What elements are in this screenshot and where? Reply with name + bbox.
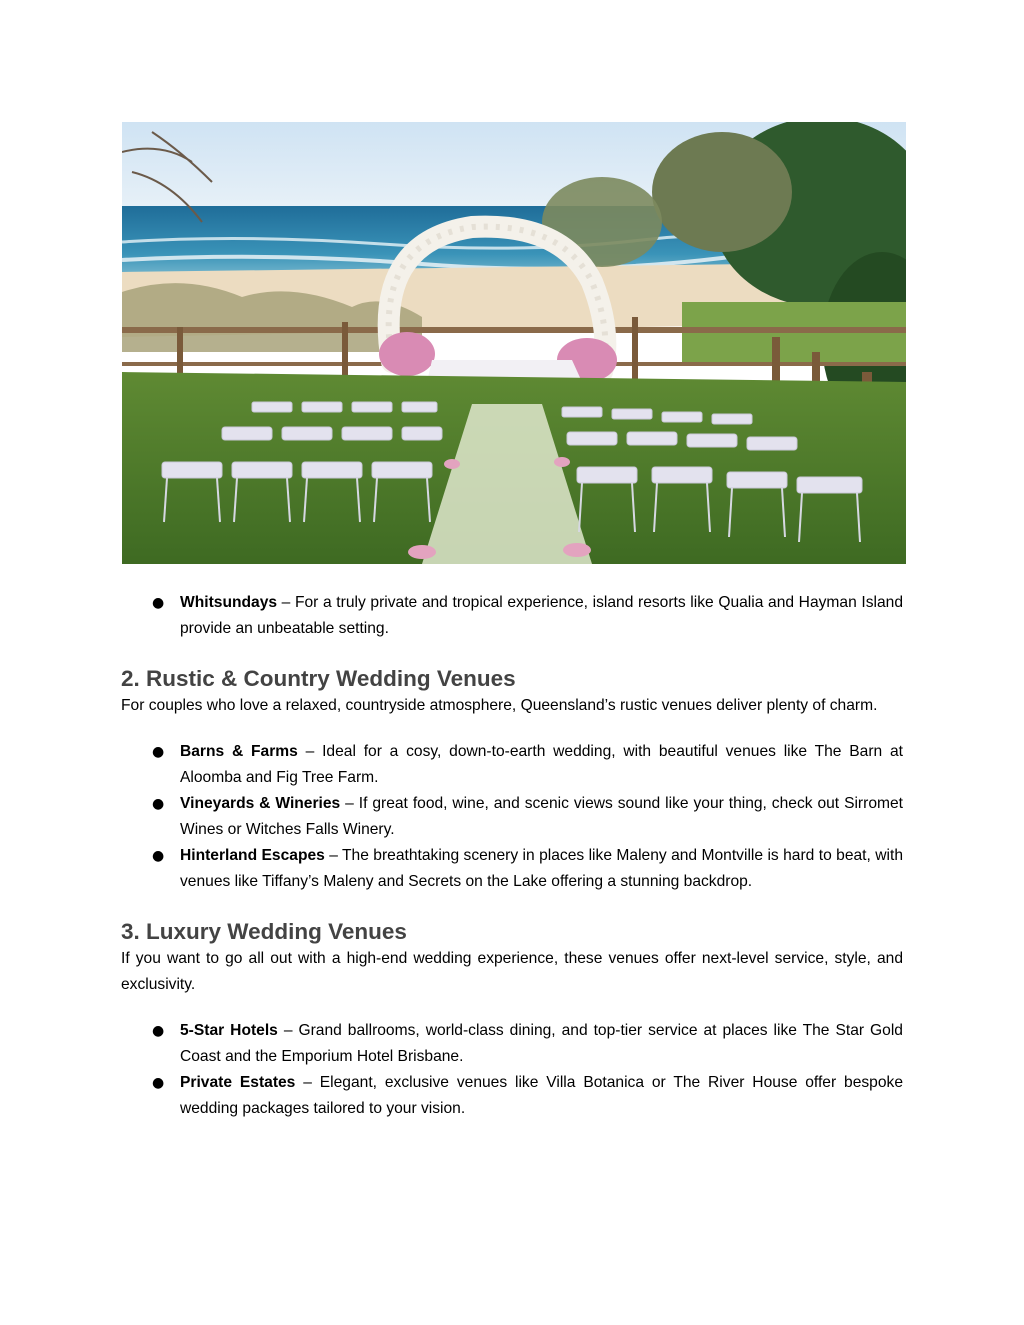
list-item-term: Private Estates	[180, 1074, 296, 1091]
list-item	[121, 843, 903, 895]
bullet-list-top	[121, 590, 903, 642]
section-heading-luxury: 3. Luxury Wedding Venues	[121, 919, 407, 944]
list-item-text: – The breathtaking scenery in places like Maleny and Montville is hard to beat, with venues like Tiffany’s Maleny and Secrets on the Lake offering a stunning backdrop.	[180, 847, 903, 890]
wedding-ceremony-photo	[122, 122, 906, 564]
list-item	[121, 1070, 903, 1122]
section-intro-rustic: For couples who love a relaxed, countryside atmosphere, Queensland’s rustic venues deliver plenty of charm.	[121, 697, 878, 714]
list-item-term: Hinterland Escapes	[180, 847, 325, 864]
list-item	[121, 1018, 903, 1070]
list-item-term: Barns & Farms	[180, 743, 298, 760]
section-intro-luxury: If you want to go all out with a high-end wedding experience, these venues offer next-level service, style, and exclusivity.	[121, 950, 903, 993]
list-item	[121, 791, 903, 843]
list-item-text: – Elegant, exclusive venues like Villa Botanica or The River House offer bespoke wedding packages tailored to your vision.	[180, 1074, 903, 1117]
list-item-term: Vineyards & Wineries	[180, 795, 341, 812]
list-item-term: Whitsundays	[180, 594, 278, 611]
list-item-term: 5-Star Hotels	[180, 1022, 278, 1039]
document-body	[121, 590, 903, 1122]
list-item	[121, 739, 903, 791]
section-heading-rustic: 2. Rustic & Country Wedding Venues	[121, 666, 516, 691]
list-item-text: – For a truly private and tropical experience, island resorts like Qualia and Hayman Island provide an unbeatable setting.	[180, 594, 903, 637]
list-item	[121, 590, 903, 642]
bullet-list-rustic	[121, 739, 903, 895]
list-item-text: – Ideal for a cosy, down-to-earth wedding, with beautiful venues like The Barn at Aloomba and Fig Tree Farm.	[180, 743, 903, 786]
list-item-text: – Grand ballrooms, world-class dining, and top-tier service at places like The Star Gold Coast and the Emporium Hotel Brisbane.	[180, 1022, 903, 1065]
list-item-text: – If great food, wine, and scenic views sound like your thing, check out Sirromet Wines or Witches Falls Winery.	[180, 795, 903, 838]
bullet-list-luxury	[121, 1018, 903, 1122]
